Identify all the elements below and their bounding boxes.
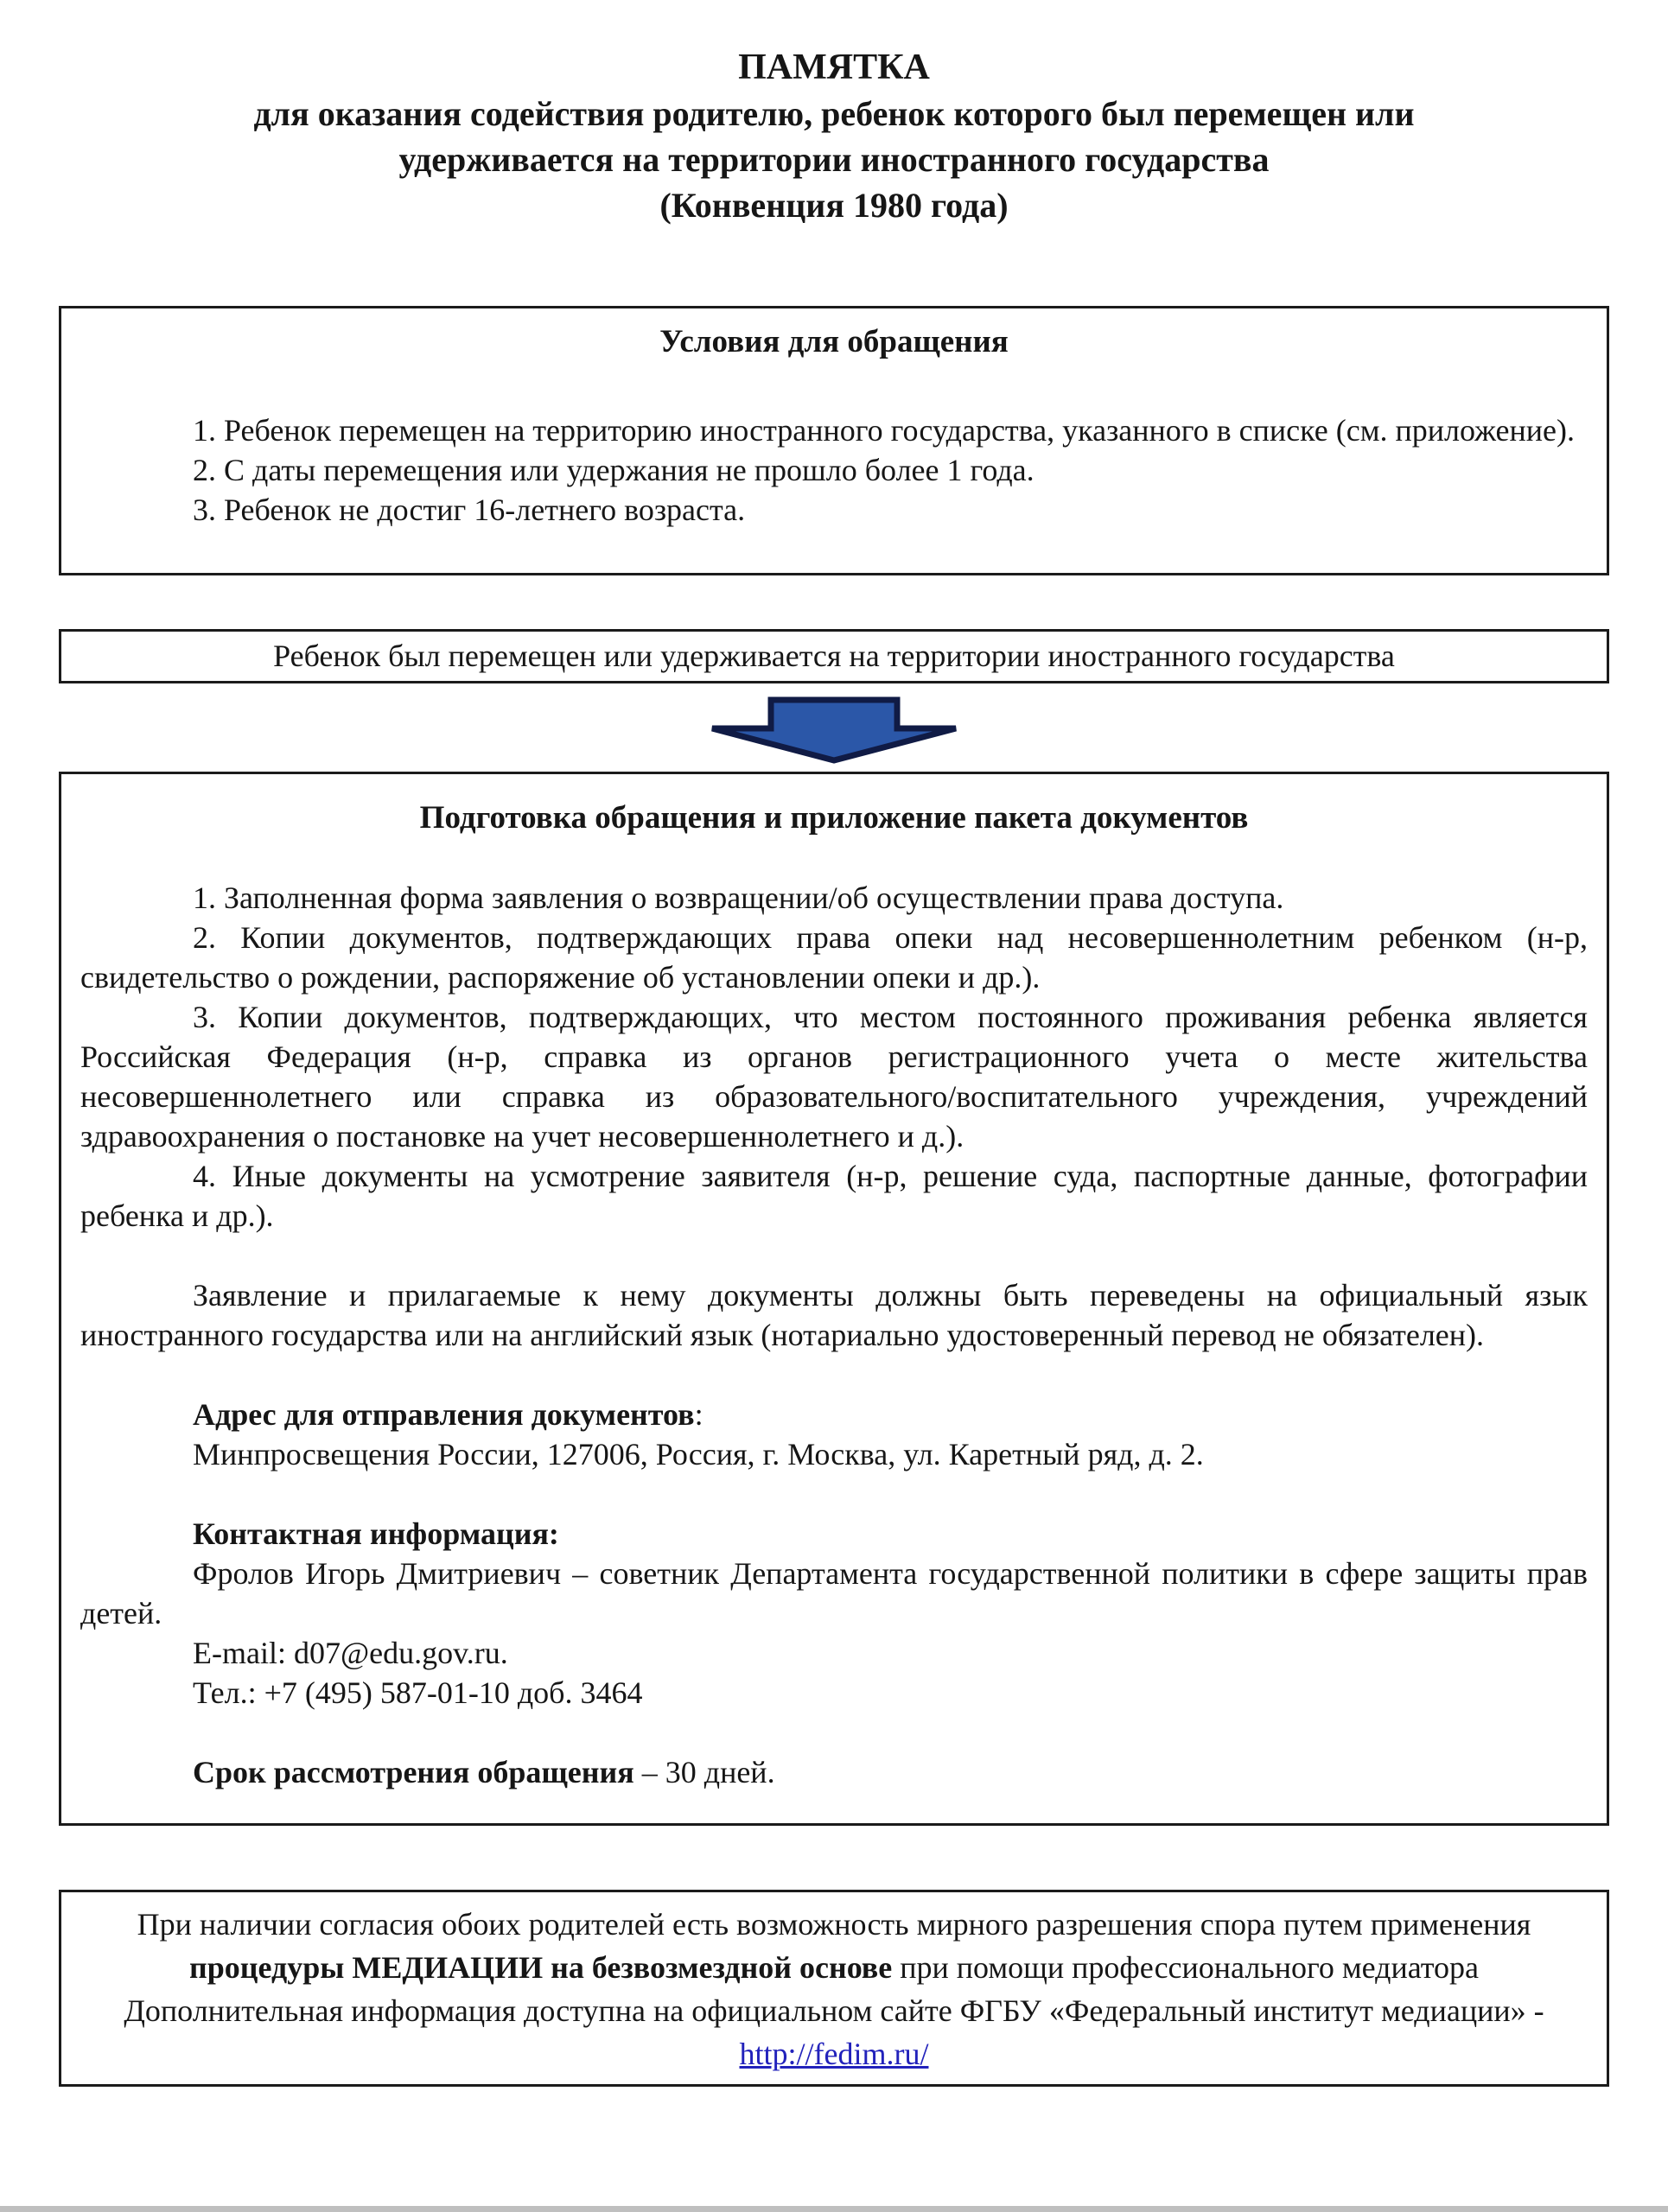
conditions-heading: Условия для обращения (659, 324, 1009, 359)
page-title: ПАМЯТКА (738, 48, 930, 87)
condition-item: 1. Ребенок перемещен на территорию иностранного государства, указанного в списке (см. приложение). (193, 413, 1575, 448)
preparation-heading: Подготовка обращения и приложение пакета документов (419, 800, 1249, 836)
mediation-text-after: при помощи профессионального медиатора Дополнительная информация доступна на официальном сайте ФГБУ «Федеральный институт медиации» - (124, 1950, 1544, 2028)
document-item: 2. Копии документов, подтверждающих права опеки над несовершеннолетним ребенком (н-р, свидетельство о рождении, распоряжение об установлении опеки и др.). (80, 920, 1588, 995)
preparation-box (59, 772, 1609, 1826)
subtitle-line-1: для оказания содействия родителю, ребенок которого был перемещен или (253, 94, 1415, 133)
conditions-box (59, 306, 1609, 575)
condition-item: 2. С даты перемещения или удержания не прошло более 1 года. (193, 453, 1035, 487)
translation-note: Заявление и прилагаемые к нему документы должны быть переведены на официальный язык иностранного государства или на английский язык (нотариально удостоверенный перевод не обязателен). (80, 1278, 1588, 1352)
flow-arrow-wrap (59, 696, 1609, 765)
scan-edge (0, 2206, 1668, 2212)
mediation-box (59, 1890, 1609, 2087)
down-arrow-icon (709, 696, 959, 765)
mediation-text-before: При наличии согласия обоих родителей есть возможность мирного разрешения спора путем применения (137, 1907, 1531, 1942)
address-label: Адрес для отправления документов (193, 1397, 695, 1432)
review-term-value: – 30 дней. (633, 1755, 775, 1789)
review-term-line (80, 1752, 1588, 1792)
fedim-link[interactable]: http://fedim.ru/ (739, 2037, 929, 2071)
contact-label: Контактная информация: (193, 1516, 559, 1551)
title-block (59, 45, 1609, 228)
document-item: 4. Иные документы на усмотрение заявителя (н-р, решение суда, паспортные данные, фотографии ребенка и др.). (80, 1159, 1588, 1233)
document-item: 3. Копии документов, подтверждающих, что местом постоянного проживания ребенка является Российская Федерация (н-р, справка из органов регистрационного учета о месте жительства несовершеннолетнего или справка из образовательного/воспитательного учреждения, учреждений здравоохранения о постановке на учет несовершеннолетнего и д.). (80, 1000, 1588, 1154)
statement-text: Ребенок был перемещен или удерживается на территории иностранного государства (273, 639, 1395, 673)
conditions-items (80, 410, 1588, 530)
address-colon: : (694, 1397, 703, 1432)
contact-email: E-mail: d07@edu.gov.ru. (193, 1636, 508, 1670)
contact-phone: Тел.: +7 (495) 587-01-10 доб. 3464 (193, 1675, 643, 1710)
subtitle-line-3: (Конвенция 1980 года) (659, 186, 1009, 225)
condition-item: 3. Ребенок не достиг 16-летнего возраста. (193, 493, 746, 527)
document-items (80, 878, 1588, 1236)
mediation-bold-text: процедуры МЕДИАЦИИ на безвозмездной основе (188, 1950, 893, 1985)
subtitle-line-2: удерживается на территории иностранного государства (398, 140, 1270, 179)
address-value: Минпросвещения России, 127006, Россия, г. Москва, ул. Каретный ряд, д. 2. (193, 1437, 1204, 1471)
document-item: 1. Заполненная форма заявления о возвращении/об осуществлении права доступа. (193, 880, 1284, 915)
address-label-line (80, 1395, 1588, 1434)
review-term-label: Срок рассмотрения обращения (193, 1755, 634, 1789)
contact-person: Фролов Игорь Дмитриевич – советник Департамента государственной политики в сфере защиты прав детей. (80, 1556, 1588, 1630)
contact-label-line (80, 1514, 1588, 1554)
statement-box (59, 629, 1609, 683)
